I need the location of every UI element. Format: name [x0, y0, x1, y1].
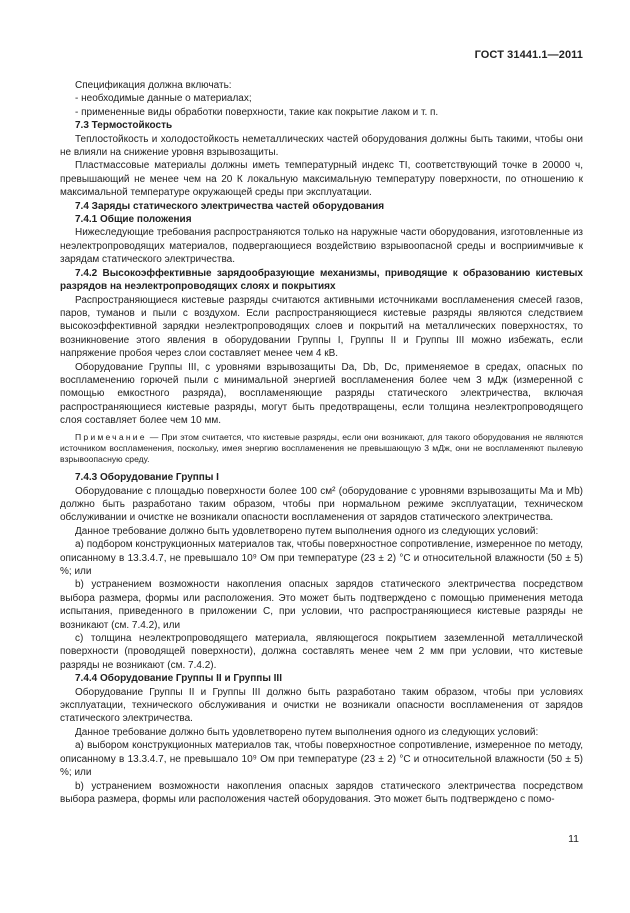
- body-paragraph: с) толщина неэлектропроводящего материала, являющегося покрытием заземленной металлической поверхности (проводящей поверхности), должна составлять менее чем 2 мм при условии, что кистевые разряды не возникают (см. 7.4.2).: [60, 633, 583, 671]
- section-heading: 7.4.4 Оборудование Группы II и Группы III: [75, 673, 282, 685]
- document-body: [60, 79, 583, 806]
- body-paragraph: а) выбором конструкционных материалов так, чтобы поверхностное сопротивление, измеренное по методу, описанному в 13.3.4.7, не превышало 10⁹ Ом при температуре (23 ± 2) °С и относительной влажности (50 ± 5) %; или: [60, 740, 583, 779]
- body-paragraph: Теплостойкость и холодостойкость неметаллических частей оборудования должны быть такими, чтобы они не влияли на снижение уровня взрывозащиты.: [60, 133, 583, 159]
- body-paragraph: Данное требование должно быть удовлетворено путем выполнения одного из следующих условий:: [75, 525, 539, 537]
- body-paragraph: а) подбором конструкционных материалов так, чтобы поверхностное сопротивление, измеренное по методу, описанному в 13.3.4.7, не превышало 10⁹ Ом при температуре (23 ± 2) °С и относительной влажности (50 ± 5) %; или: [60, 539, 583, 578]
- standard-header: ГОСТ 31441.1—2011: [474, 49, 583, 61]
- body-paragraph: Распространяющиеся кистевые разряды считаются активными источниками воспламенения смесей газов, паров, туманов и пыли с воздухом. Если распространяющиеся кистевые разряды являются следствием высокоэффективной зарядки неэлектропроводящих слоев и покрытий на металлических поверхностях, то возникновение этого явления в оборудовании Группы I, Группы II и Группы III можно избежать, если напряжение пробоя через слои составляет менее чем 4 кВ.: [60, 294, 583, 360]
- page-number: 11: [568, 833, 579, 845]
- body-paragraph: Спецификация должна включать:: [75, 80, 232, 91]
- note-text: — При этом считается, что кистевые разряды, если они возникают, для такого оборудования не являются источником воспламенения, поскольку, имея энергию воспламенения не превышающую 3 мДж, они не воспламеняют пылевую взрывоопасную среду.: [60, 431, 583, 464]
- body-paragraph: Данное требование должно быть удовлетворено путем выполнения одного из следующих условий:: [75, 726, 539, 738]
- section-heading: 7.4.1 Общие положения: [75, 214, 192, 226]
- body-paragraph: Оборудование с площадью поверхности более 100 см² (оборудование с уровнями взрывозащиты Ma и Mb) должно быть разработано таким образом, чтобы при нормальном режиме эксплуатации, техническом обслуживании и очистке не возникали опасности воспламенения от зарядов статического электричества.: [60, 485, 583, 524]
- section-heading: 7.4.2 Высокоэффективные зарядообразующие механизмы, приводящие к образованию кистевых разрядов на неэлектропроводящих слоях и покрытиях: [60, 267, 583, 293]
- body-paragraph: b) устранением возможности накопления опасных зарядов статического электричества посредством выбора размера, формы или расположения. Это может быть подтверждено с помощью применения метода испытания, приведенного в приложении С, при условии, что распространяющиеся кистевые разряды не возникают (см. 7.4.2), или: [60, 579, 583, 631]
- body-paragraph: b) устранением возможности накопления опасных зарядов статического электричества посредством выбора размера, формы или расположения частей оборудования. Это может быть подтверждено с помо-: [60, 780, 583, 805]
- body-paragraph: - примененные виды обработки поверхности, такие как покрытие лаком и т. п.: [75, 106, 439, 118]
- body-paragraph: Оборудование Группы III, с уровнями взрывозащиты Da, Db, Dc, применяемое в средах, опасных по воспламенению горючей пыли с минимальной энергией воспламенения более чем 3 мДж (измеренной с помощью емкостного разряда), воспламеняющие разряды статического электричества, включая распространяющиеся кистевые разряды, могут быть предотвращены, если толщина неэлектропроводящего слоя составляет более чем 10 мм.: [60, 361, 583, 427]
- note-label: Примечание: [75, 431, 147, 442]
- section-heading: 7.4 Заряды статического электричества частей оборудования: [75, 200, 385, 212]
- body-paragraph: Оборудование Группы II и Группы III должно быть разработано таким образом, чтобы при условиях эксплуатации, технического обслуживания и очистки не возникали опасности воспламенения от зарядов статического электричества.: [60, 686, 583, 725]
- note: [60, 432, 583, 466]
- section-heading: 7.4.3 Оборудование Группы I: [75, 472, 219, 484]
- body-paragraph: Пластмассовые материалы должны иметь температурный индекс TI, соответствующий точке в 20000 ч, превышающий не менее чем на 20 К локальную максимальную температуру поверхности, по отношению к максимальной температуре окружающей среды при эксплуатации.: [60, 160, 583, 199]
- body-paragraph: - необходимые данные о материалах;: [75, 93, 252, 105]
- section-heading: 7.3 Термостойкость: [75, 120, 173, 132]
- body-paragraph: Нижеследующие требования распространяются только на наружные части оборудования, изготовленные из неэлектропроводящих материалов, подвергающиеся воздействию взрывоопасной среды и восприимчивые к зарядам статического электричества.: [60, 227, 583, 266]
